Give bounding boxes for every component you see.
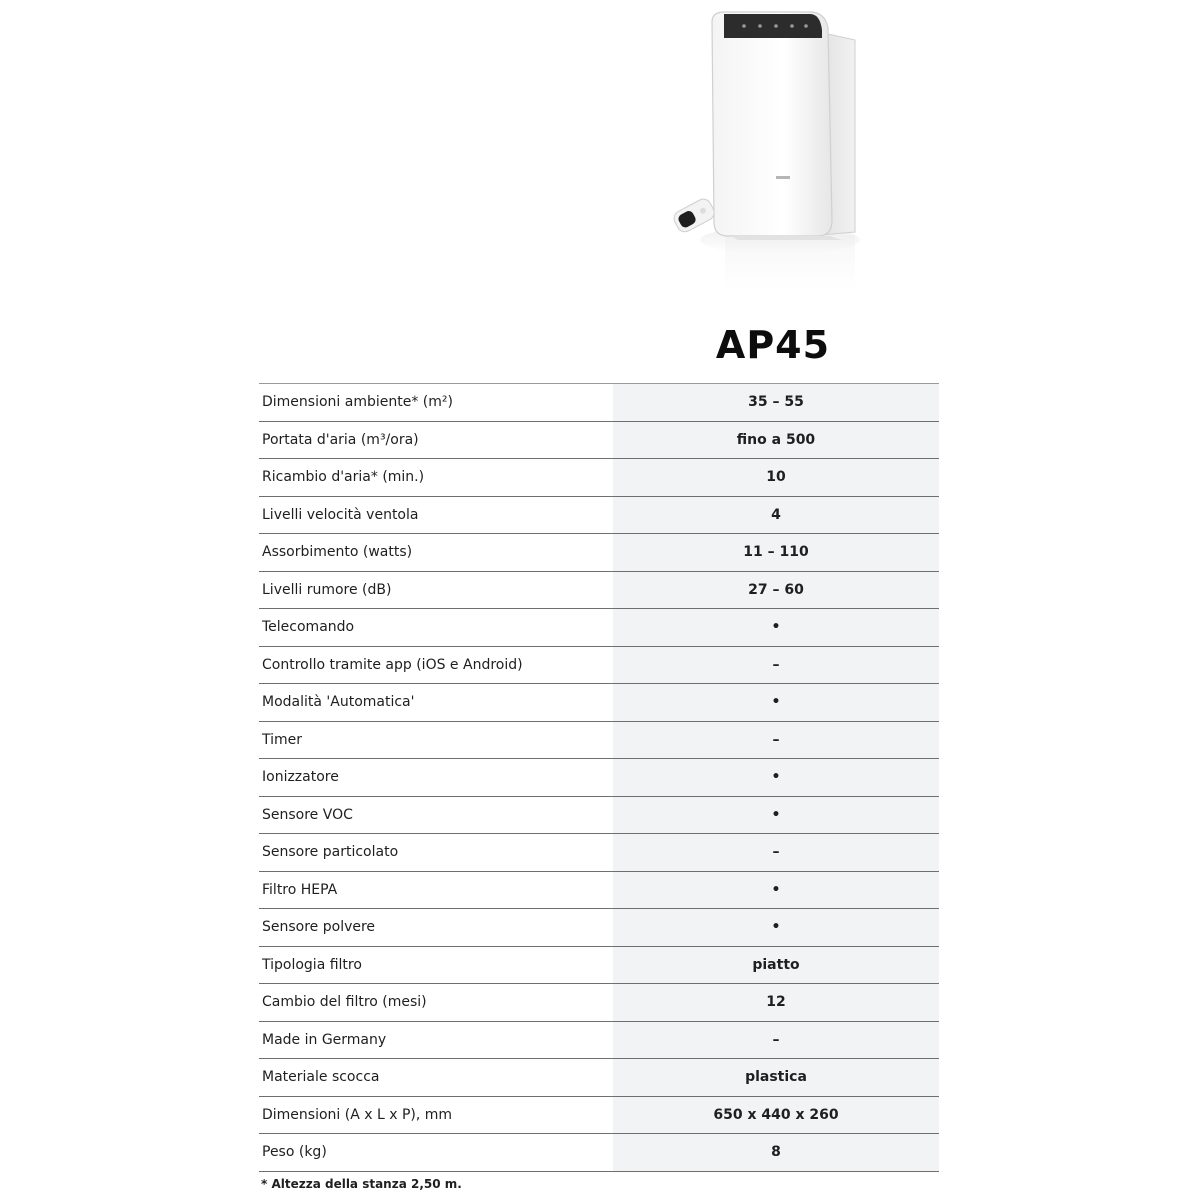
spec-label: Telecomando [262, 619, 355, 636]
table-row [259, 984, 939, 1022]
spec-label: Timer [262, 731, 303, 748]
spec-value: fino a 500 [613, 422, 939, 459]
spec-label: Sensore particolato [262, 844, 399, 861]
spec-table [259, 383, 939, 1172]
spec-label: Filtro HEPA [262, 881, 338, 898]
spec-value: • [613, 684, 939, 721]
table-row [259, 497, 939, 535]
spec-label: Tipologia filtro [262, 956, 362, 973]
spec-value: 11 – 110 [613, 534, 939, 571]
spec-label: Sensore VOC [262, 806, 353, 823]
spec-label: Peso (kg) [262, 1144, 327, 1161]
table-row [259, 797, 939, 835]
table-row [259, 422, 939, 460]
spec-value: 12 [613, 984, 939, 1021]
spec-value: 8 [613, 1134, 939, 1171]
spec-label: Ricambio d'aria* (min.) [262, 469, 425, 486]
table-row [259, 1022, 939, 1060]
spec-value: – [613, 647, 939, 684]
spec-value: • [613, 909, 939, 946]
spec-label: Dimensioni ambiente* (m²) [262, 394, 453, 411]
spec-value: 35 – 55 [613, 384, 939, 421]
spec-label: Portata d'aria (m³/ora) [262, 431, 419, 448]
table-row [259, 384, 939, 422]
spec-value: 10 [613, 459, 939, 496]
spec-value: plastica [613, 1059, 939, 1096]
spec-label: Cambio del filtro (mesi) [262, 994, 427, 1011]
air-purifier-image [660, 0, 880, 300]
spec-value: • [613, 797, 939, 834]
spec-value: – [613, 834, 939, 871]
spec-label: Controllo tramite app (iOS e Android) [262, 656, 523, 673]
table-row [259, 1097, 939, 1135]
table-row [259, 459, 939, 497]
footnote: * Altezza della stanza 2,50 m. [261, 1177, 462, 1191]
spec-label: Ionizzatore [262, 769, 339, 786]
spec-value: 650 x 440 x 260 [613, 1097, 939, 1134]
table-row [259, 872, 939, 910]
table-row [259, 834, 939, 872]
table-row [259, 759, 939, 797]
spec-value: • [613, 609, 939, 646]
spec-label: Modalità 'Automatica' [262, 694, 415, 711]
spec-value: 4 [613, 497, 939, 534]
table-row [259, 647, 939, 685]
table-row [259, 1134, 939, 1172]
spec-label: Dimensioni (A x L x P), mm [262, 1106, 453, 1123]
spec-value: • [613, 759, 939, 796]
spec-label: Assorbimento (watts) [262, 544, 413, 561]
spec-value: piatto [613, 947, 939, 984]
spec-value: 27 – 60 [613, 572, 939, 609]
spec-value: – [613, 1022, 939, 1059]
table-row [259, 909, 939, 947]
table-row [259, 572, 939, 610]
spec-label: Made in Germany [262, 1031, 387, 1048]
table-row [259, 722, 939, 760]
table-row [259, 684, 939, 722]
model-title: AP45 [715, 323, 831, 367]
table-row [259, 1059, 939, 1097]
table-row [259, 947, 939, 985]
spec-label: Materiale scocca [262, 1069, 380, 1086]
spec-label: Livelli rumore (dB) [262, 581, 392, 598]
table-row [259, 534, 939, 572]
spec-value: • [613, 872, 939, 909]
spec-label: Sensore polvere [262, 919, 376, 936]
table-row [259, 609, 939, 647]
spec-value: – [613, 722, 939, 759]
spec-label: Livelli velocità ventola [262, 506, 419, 523]
